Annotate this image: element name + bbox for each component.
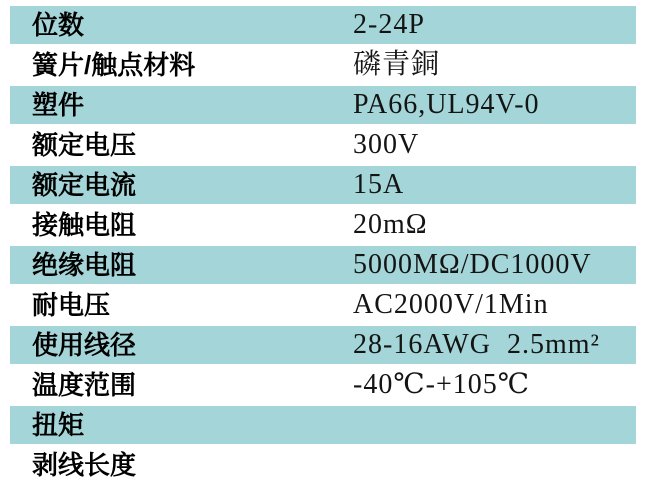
spec-label: 耐电压 [32,290,111,320]
spec-label: 接触电阻 [32,210,137,240]
spec-value: -40℃-+105℃ [353,369,531,400]
table-row-withstand-voltage [10,286,636,324]
table-row-strip-length [10,446,636,484]
table-row-contact-material [10,46,636,84]
spec-value: 28-16AWG 2.5mm² [353,329,600,360]
table-row-pin-count [10,4,636,46]
spec-label: 额定电压 [32,130,137,160]
spec-label: 额定电流 [32,170,137,200]
spec-value: AC2000V/1Min [353,289,549,320]
table-row-wire-gauge [10,324,636,366]
spec-label: 温度范围 [32,370,137,400]
spec-label: 使用线径 [32,330,137,360]
spec-value: 磷青銅 [353,49,441,80]
spec-label: 绝缘电阻 [32,250,137,280]
spec-value: 300V [353,129,420,160]
spec-label: 扭矩 [32,410,85,440]
spec-label: 簧片/触点材料 [32,50,196,80]
table-row-contact-resistance [10,206,636,244]
table-row-rated-current [10,164,636,206]
spec-value: 2-24P [353,9,425,40]
spec-table [10,4,636,484]
spec-label: 剥线长度 [32,450,137,480]
spec-label: 位数 [32,10,85,40]
spec-value: 20mΩ [353,209,428,240]
spec-value: 5000MΩ/DC1000V [353,249,592,280]
table-row-plastic-part [10,84,636,126]
table-row-insulation-resistance [10,244,636,286]
table-row-temperature-range [10,366,636,404]
spec-value: PA66,UL94V-0 [353,89,540,120]
spec-value: 15A [353,169,405,200]
spec-label: 塑件 [32,90,85,120]
table-row-torque [10,404,636,446]
table-row-rated-voltage [10,126,636,164]
